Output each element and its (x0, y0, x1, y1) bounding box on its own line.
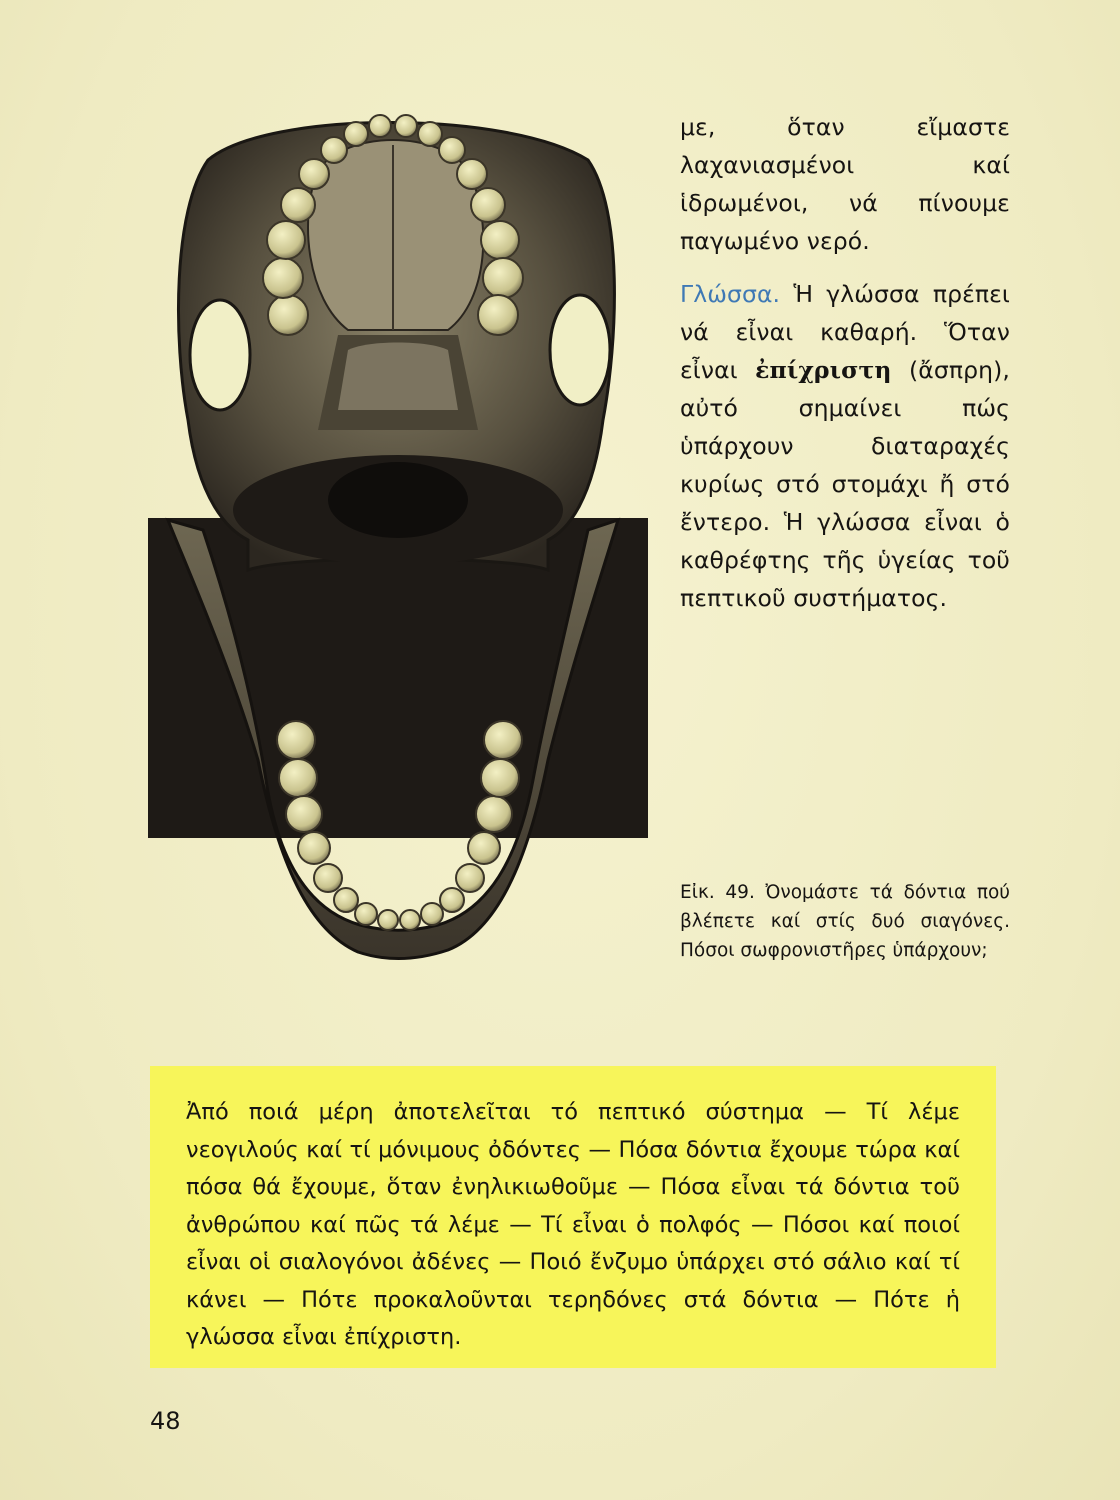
figure-caption: Εἰκ. 49. Ὀνομάστε τά δόντια πού βλέπετε καί στίς δυό σιαγόνες. Πόσοι σωφρονιστῆρες ὑπάρχουν; (680, 882, 1010, 961)
skull-figure (148, 100, 648, 1020)
review-questions-box (150, 1066, 996, 1368)
body-text-column (680, 108, 1010, 632)
term-coated: ἐπίχριστη (755, 356, 892, 384)
tongue-text-b: (ἄσπρη), αὐτό σημαίνει πώς ὑπάρχουν διαταραχές κυρίως στό στομάχι ἤ στό ἔντερο. Ἡ γλώσσα εἶναι ὁ καθρέφτης τῆς ὑγείας τοῦ πεπτικοῦ συστήματος. (680, 356, 1010, 612)
term-tongue: Γλώσσα. (680, 280, 781, 308)
review-questions-text: Ἀπό ποιά μέρη ἀποτελεῖται τό πεπτικό σύστημα — Τί λέμε νεογιλούς καί τί μόνιμους ὀδόντες — Πόσα δόντια ἔχουμε τώρα καί πόσα θά ἔχουμε, ὅταν ἐνηλικιωθοῦμε — Πόσα εἶναι τά δόντια τοῦ ἀνθρώπου καί πῶς τά λέμε — Τί εἶναι ὁ πολφός — Πόσοι καί ποιοί εἶναι οἱ σιαλογόνοι ἀδένες — Ποιό ἔνζυμο ὑπάρχει στό σάλιο καί τί κάνει — Πότε προκαλοῦνται τερηδόνες στά δόντια — Πότε ἡ γλώσσα εἶναι ἐπίχριστη. (186, 1099, 960, 1350)
page-number: 48 (150, 1407, 181, 1435)
paragraph-drinking: με, ὅταν εἴμαστε λαχανιασμένοι καί ἱδρωμένοι, νά πίνουμε παγωμένο νερό. (680, 113, 1010, 255)
skull-jaws-photo-icon (148, 100, 648, 1020)
paragraph-tongue (680, 275, 1010, 617)
tongue-text-a: Ἡ γλώσσα πρέπει νά εἶναι καθαρή. Ὅταν εἶναι (680, 280, 1010, 384)
